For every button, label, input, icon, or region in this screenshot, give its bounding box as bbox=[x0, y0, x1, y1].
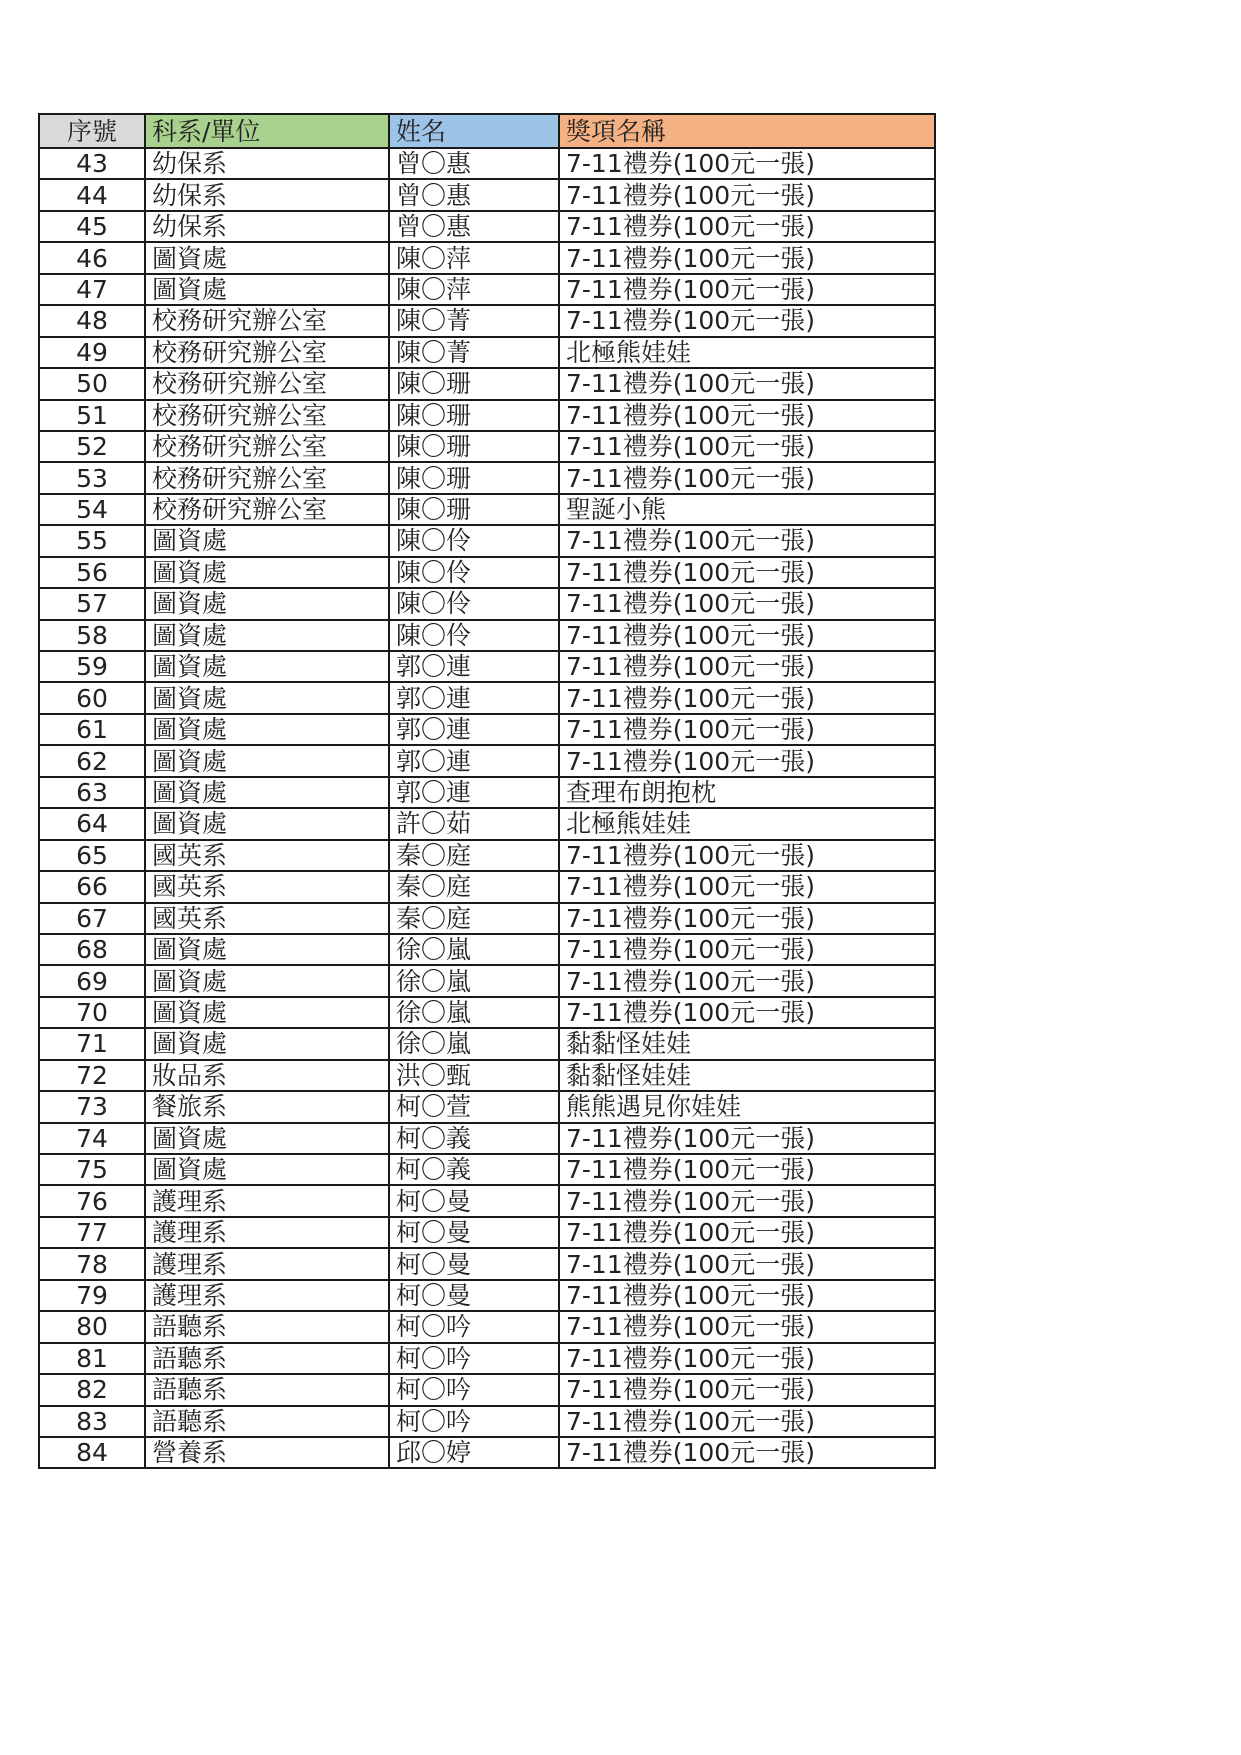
table-row bbox=[39, 808, 935, 839]
header-serial-number: 序號 bbox=[39, 114, 145, 148]
cell-award-name: 7-11禮券(100元一張) bbox=[559, 462, 935, 493]
table-row bbox=[39, 400, 935, 431]
table-row bbox=[39, 211, 935, 242]
cell-name: 陳〇珊 bbox=[389, 494, 559, 525]
cell-serial-number: 44 bbox=[39, 179, 145, 210]
cell-serial-number: 78 bbox=[39, 1248, 145, 1279]
cell-name: 徐〇嵐 bbox=[389, 965, 559, 996]
cell-serial-number: 46 bbox=[39, 242, 145, 273]
cell-award-name: 7-11禮券(100元一張) bbox=[559, 620, 935, 651]
cell-name: 郭〇連 bbox=[389, 777, 559, 808]
cell-department: 妝品系 bbox=[145, 1060, 389, 1091]
table-row bbox=[39, 525, 935, 556]
cell-award-name: 7-11禮券(100元一張) bbox=[559, 1311, 935, 1342]
table-row bbox=[39, 1280, 935, 1311]
cell-award-name: 7-11禮券(100元一張) bbox=[559, 871, 935, 902]
table-row bbox=[39, 557, 935, 588]
cell-serial-number: 83 bbox=[39, 1406, 145, 1437]
cell-department: 國英系 bbox=[145, 840, 389, 871]
cell-serial-number: 59 bbox=[39, 651, 145, 682]
cell-serial-number: 65 bbox=[39, 840, 145, 871]
table-row bbox=[39, 714, 935, 745]
table-row bbox=[39, 588, 935, 619]
header-row bbox=[39, 114, 935, 148]
cell-serial-number: 50 bbox=[39, 368, 145, 399]
cell-name: 柯〇義 bbox=[389, 1154, 559, 1185]
cell-serial-number: 68 bbox=[39, 934, 145, 965]
cell-department: 圖資處 bbox=[145, 651, 389, 682]
cell-department: 語聽系 bbox=[145, 1311, 389, 1342]
cell-name: 郭〇連 bbox=[389, 682, 559, 713]
cell-award-name: 7-11禮券(100元一張) bbox=[559, 148, 935, 179]
cell-department: 圖資處 bbox=[145, 525, 389, 556]
cell-serial-number: 51 bbox=[39, 400, 145, 431]
cell-department: 圖資處 bbox=[145, 274, 389, 305]
cell-serial-number: 49 bbox=[39, 337, 145, 368]
cell-award-name: 黏黏怪娃娃 bbox=[559, 1028, 935, 1059]
cell-department: 圖資處 bbox=[145, 1028, 389, 1059]
cell-award-name: 7-11禮券(100元一張) bbox=[559, 714, 935, 745]
cell-serial-number: 70 bbox=[39, 997, 145, 1028]
cell-award-name: 7-11禮券(100元一張) bbox=[559, 1248, 935, 1279]
cell-serial-number: 52 bbox=[39, 431, 145, 462]
cell-department: 幼保系 bbox=[145, 211, 389, 242]
cell-name: 徐〇嵐 bbox=[389, 997, 559, 1028]
cell-serial-number: 67 bbox=[39, 903, 145, 934]
cell-serial-number: 74 bbox=[39, 1123, 145, 1154]
table-row bbox=[39, 620, 935, 651]
cell-serial-number: 53 bbox=[39, 462, 145, 493]
cell-award-name: 查理布朗抱枕 bbox=[559, 777, 935, 808]
cell-department: 護理系 bbox=[145, 1217, 389, 1248]
cell-award-name: 7-11禮券(100元一張) bbox=[559, 934, 935, 965]
cell-department: 餐旅系 bbox=[145, 1091, 389, 1122]
cell-department: 國英系 bbox=[145, 871, 389, 902]
cell-serial-number: 58 bbox=[39, 620, 145, 651]
cell-department: 圖資處 bbox=[145, 745, 389, 776]
table-row bbox=[39, 274, 935, 305]
cell-serial-number: 61 bbox=[39, 714, 145, 745]
cell-name: 柯〇曼 bbox=[389, 1185, 559, 1216]
cell-department: 護理系 bbox=[145, 1280, 389, 1311]
cell-name: 柯〇吟 bbox=[389, 1374, 559, 1405]
cell-name: 秦〇庭 bbox=[389, 903, 559, 934]
header-department: 科系/單位 bbox=[145, 114, 389, 148]
cell-department: 圖資處 bbox=[145, 997, 389, 1028]
cell-award-name: 7-11禮券(100元一張) bbox=[559, 840, 935, 871]
table-row bbox=[39, 337, 935, 368]
cell-name: 郭〇連 bbox=[389, 714, 559, 745]
cell-award-name: 7-11禮券(100元一張) bbox=[559, 1217, 935, 1248]
cell-award-name: 聖誕小熊 bbox=[559, 494, 935, 525]
table-row bbox=[39, 1406, 935, 1437]
cell-award-name: 7-11禮券(100元一張) bbox=[559, 1437, 935, 1468]
cell-award-name: 7-11禮券(100元一張) bbox=[559, 682, 935, 713]
cell-department: 圖資處 bbox=[145, 1123, 389, 1154]
table-row bbox=[39, 871, 935, 902]
cell-serial-number: 45 bbox=[39, 211, 145, 242]
table-row bbox=[39, 179, 935, 210]
cell-name: 郭〇連 bbox=[389, 745, 559, 776]
cell-serial-number: 63 bbox=[39, 777, 145, 808]
table-row bbox=[39, 305, 935, 336]
cell-name: 秦〇庭 bbox=[389, 871, 559, 902]
cell-award-name: 7-11禮券(100元一張) bbox=[559, 368, 935, 399]
cell-department: 校務研究辦公室 bbox=[145, 462, 389, 493]
table-row bbox=[39, 965, 935, 996]
cell-award-name: 7-11禮券(100元一張) bbox=[559, 1154, 935, 1185]
cell-department: 語聽系 bbox=[145, 1374, 389, 1405]
cell-department: 校務研究辦公室 bbox=[145, 305, 389, 336]
cell-department: 圖資處 bbox=[145, 682, 389, 713]
cell-department: 圖資處 bbox=[145, 1154, 389, 1185]
cell-department: 語聽系 bbox=[145, 1343, 389, 1374]
table-row bbox=[39, 494, 935, 525]
cell-name: 柯〇萱 bbox=[389, 1091, 559, 1122]
cell-serial-number: 75 bbox=[39, 1154, 145, 1185]
cell-name: 柯〇曼 bbox=[389, 1280, 559, 1311]
cell-department: 護理系 bbox=[145, 1185, 389, 1216]
table-row bbox=[39, 840, 935, 871]
cell-department: 圖資處 bbox=[145, 557, 389, 588]
cell-department: 圖資處 bbox=[145, 242, 389, 273]
cell-name: 柯〇義 bbox=[389, 1123, 559, 1154]
cell-name: 郭〇連 bbox=[389, 651, 559, 682]
cell-department: 圖資處 bbox=[145, 808, 389, 839]
cell-serial-number: 43 bbox=[39, 148, 145, 179]
cell-name: 陳〇珊 bbox=[389, 431, 559, 462]
cell-award-name: 7-11禮券(100元一張) bbox=[559, 903, 935, 934]
cell-name: 陳〇菁 bbox=[389, 305, 559, 336]
cell-name: 柯〇吟 bbox=[389, 1311, 559, 1342]
cell-serial-number: 81 bbox=[39, 1343, 145, 1374]
cell-serial-number: 54 bbox=[39, 494, 145, 525]
cell-name: 曾〇惠 bbox=[389, 211, 559, 242]
cell-department: 圖資處 bbox=[145, 777, 389, 808]
cell-serial-number: 71 bbox=[39, 1028, 145, 1059]
cell-name: 徐〇嵐 bbox=[389, 934, 559, 965]
cell-department: 幼保系 bbox=[145, 148, 389, 179]
cell-department: 校務研究辦公室 bbox=[145, 337, 389, 368]
table-row bbox=[39, 1343, 935, 1374]
cell-department: 圖資處 bbox=[145, 588, 389, 619]
table-row bbox=[39, 1154, 935, 1185]
table-row bbox=[39, 1060, 935, 1091]
table-row bbox=[39, 368, 935, 399]
cell-name: 曾〇惠 bbox=[389, 148, 559, 179]
cell-serial-number: 64 bbox=[39, 808, 145, 839]
table-row bbox=[39, 745, 935, 776]
table-body bbox=[39, 148, 935, 1468]
cell-serial-number: 47 bbox=[39, 274, 145, 305]
cell-department: 圖資處 bbox=[145, 714, 389, 745]
cell-name: 許〇茹 bbox=[389, 808, 559, 839]
cell-name: 徐〇嵐 bbox=[389, 1028, 559, 1059]
table-row bbox=[39, 148, 935, 179]
cell-award-name: 黏黏怪娃娃 bbox=[559, 1060, 935, 1091]
cell-name: 陳〇珊 bbox=[389, 400, 559, 431]
table-row bbox=[39, 1123, 935, 1154]
cell-serial-number: 76 bbox=[39, 1185, 145, 1216]
cell-award-name: 7-11禮券(100元一張) bbox=[559, 242, 935, 273]
table-row bbox=[39, 903, 935, 934]
cell-department: 校務研究辦公室 bbox=[145, 368, 389, 399]
cell-award-name: 7-11禮券(100元一張) bbox=[559, 179, 935, 210]
table-row bbox=[39, 651, 935, 682]
cell-name: 柯〇曼 bbox=[389, 1248, 559, 1279]
cell-serial-number: 73 bbox=[39, 1091, 145, 1122]
cell-serial-number: 79 bbox=[39, 1280, 145, 1311]
table-row bbox=[39, 1185, 935, 1216]
table-row bbox=[39, 777, 935, 808]
cell-name: 陳〇萍 bbox=[389, 274, 559, 305]
cell-name: 陳〇萍 bbox=[389, 242, 559, 273]
cell-serial-number: 48 bbox=[39, 305, 145, 336]
table-row bbox=[39, 934, 935, 965]
cell-award-name: 7-11禮券(100元一張) bbox=[559, 1406, 935, 1437]
table-row bbox=[39, 1437, 935, 1468]
cell-award-name: 北極熊娃娃 bbox=[559, 337, 935, 368]
cell-name: 陳〇菁 bbox=[389, 337, 559, 368]
award-winners-table bbox=[38, 113, 936, 1469]
cell-department: 幼保系 bbox=[145, 179, 389, 210]
cell-department: 校務研究辦公室 bbox=[145, 494, 389, 525]
cell-department: 圖資處 bbox=[145, 934, 389, 965]
cell-name: 柯〇吟 bbox=[389, 1343, 559, 1374]
header-name: 姓名 bbox=[389, 114, 559, 148]
table-row bbox=[39, 1248, 935, 1279]
cell-award-name: 7-11禮券(100元一張) bbox=[559, 1343, 935, 1374]
header-award-name: 獎項名稱 bbox=[559, 114, 935, 148]
cell-department: 圖資處 bbox=[145, 620, 389, 651]
cell-name: 邱〇婷 bbox=[389, 1437, 559, 1468]
cell-name: 陳〇伶 bbox=[389, 557, 559, 588]
cell-award-name: 7-11禮券(100元一張) bbox=[559, 1123, 935, 1154]
cell-award-name: 7-11禮券(100元一張) bbox=[559, 1280, 935, 1311]
cell-serial-number: 82 bbox=[39, 1374, 145, 1405]
table-header bbox=[39, 114, 935, 148]
cell-award-name: 北極熊娃娃 bbox=[559, 808, 935, 839]
cell-department: 營養系 bbox=[145, 1437, 389, 1468]
cell-award-name: 7-11禮券(100元一張) bbox=[559, 400, 935, 431]
cell-serial-number: 57 bbox=[39, 588, 145, 619]
cell-serial-number: 55 bbox=[39, 525, 145, 556]
cell-name: 曾〇惠 bbox=[389, 179, 559, 210]
table-row bbox=[39, 242, 935, 273]
cell-serial-number: 62 bbox=[39, 745, 145, 776]
cell-name: 陳〇伶 bbox=[389, 525, 559, 556]
table-row bbox=[39, 1028, 935, 1059]
cell-department: 國英系 bbox=[145, 903, 389, 934]
cell-award-name: 7-11禮券(100元一張) bbox=[559, 305, 935, 336]
cell-award-name: 7-11禮券(100元一張) bbox=[559, 525, 935, 556]
cell-serial-number: 66 bbox=[39, 871, 145, 902]
cell-department: 護理系 bbox=[145, 1248, 389, 1279]
table-row bbox=[39, 1374, 935, 1405]
table-row bbox=[39, 1091, 935, 1122]
cell-name: 秦〇庭 bbox=[389, 840, 559, 871]
table-row bbox=[39, 1217, 935, 1248]
cell-award-name: 7-11禮券(100元一張) bbox=[559, 211, 935, 242]
table-row bbox=[39, 462, 935, 493]
cell-name: 柯〇曼 bbox=[389, 1217, 559, 1248]
cell-award-name: 7-11禮券(100元一張) bbox=[559, 651, 935, 682]
cell-award-name: 7-11禮券(100元一張) bbox=[559, 431, 935, 462]
cell-department: 校務研究辦公室 bbox=[145, 431, 389, 462]
cell-award-name: 7-11禮券(100元一張) bbox=[559, 745, 935, 776]
cell-serial-number: 56 bbox=[39, 557, 145, 588]
cell-award-name: 7-11禮券(100元一張) bbox=[559, 588, 935, 619]
cell-name: 陳〇伶 bbox=[389, 620, 559, 651]
cell-award-name: 7-11禮券(100元一張) bbox=[559, 1185, 935, 1216]
cell-name: 陳〇伶 bbox=[389, 588, 559, 619]
table-row bbox=[39, 997, 935, 1028]
cell-award-name: 熊熊遇見你娃娃 bbox=[559, 1091, 935, 1122]
cell-award-name: 7-11禮券(100元一張) bbox=[559, 274, 935, 305]
cell-department: 校務研究辦公室 bbox=[145, 400, 389, 431]
cell-award-name: 7-11禮券(100元一張) bbox=[559, 557, 935, 588]
cell-serial-number: 60 bbox=[39, 682, 145, 713]
cell-name: 洪〇甄 bbox=[389, 1060, 559, 1091]
cell-serial-number: 72 bbox=[39, 1060, 145, 1091]
cell-department: 語聽系 bbox=[145, 1406, 389, 1437]
cell-name: 柯〇吟 bbox=[389, 1406, 559, 1437]
cell-serial-number: 77 bbox=[39, 1217, 145, 1248]
cell-award-name: 7-11禮券(100元一張) bbox=[559, 965, 935, 996]
cell-name: 陳〇珊 bbox=[389, 462, 559, 493]
cell-serial-number: 84 bbox=[39, 1437, 145, 1468]
table-row bbox=[39, 1311, 935, 1342]
cell-award-name: 7-11禮券(100元一張) bbox=[559, 997, 935, 1028]
table-row bbox=[39, 431, 935, 462]
cell-award-name: 7-11禮券(100元一張) bbox=[559, 1374, 935, 1405]
cell-serial-number: 80 bbox=[39, 1311, 145, 1342]
cell-name: 陳〇珊 bbox=[389, 368, 559, 399]
cell-serial-number: 69 bbox=[39, 965, 145, 996]
table-row bbox=[39, 682, 935, 713]
cell-department: 圖資處 bbox=[145, 965, 389, 996]
